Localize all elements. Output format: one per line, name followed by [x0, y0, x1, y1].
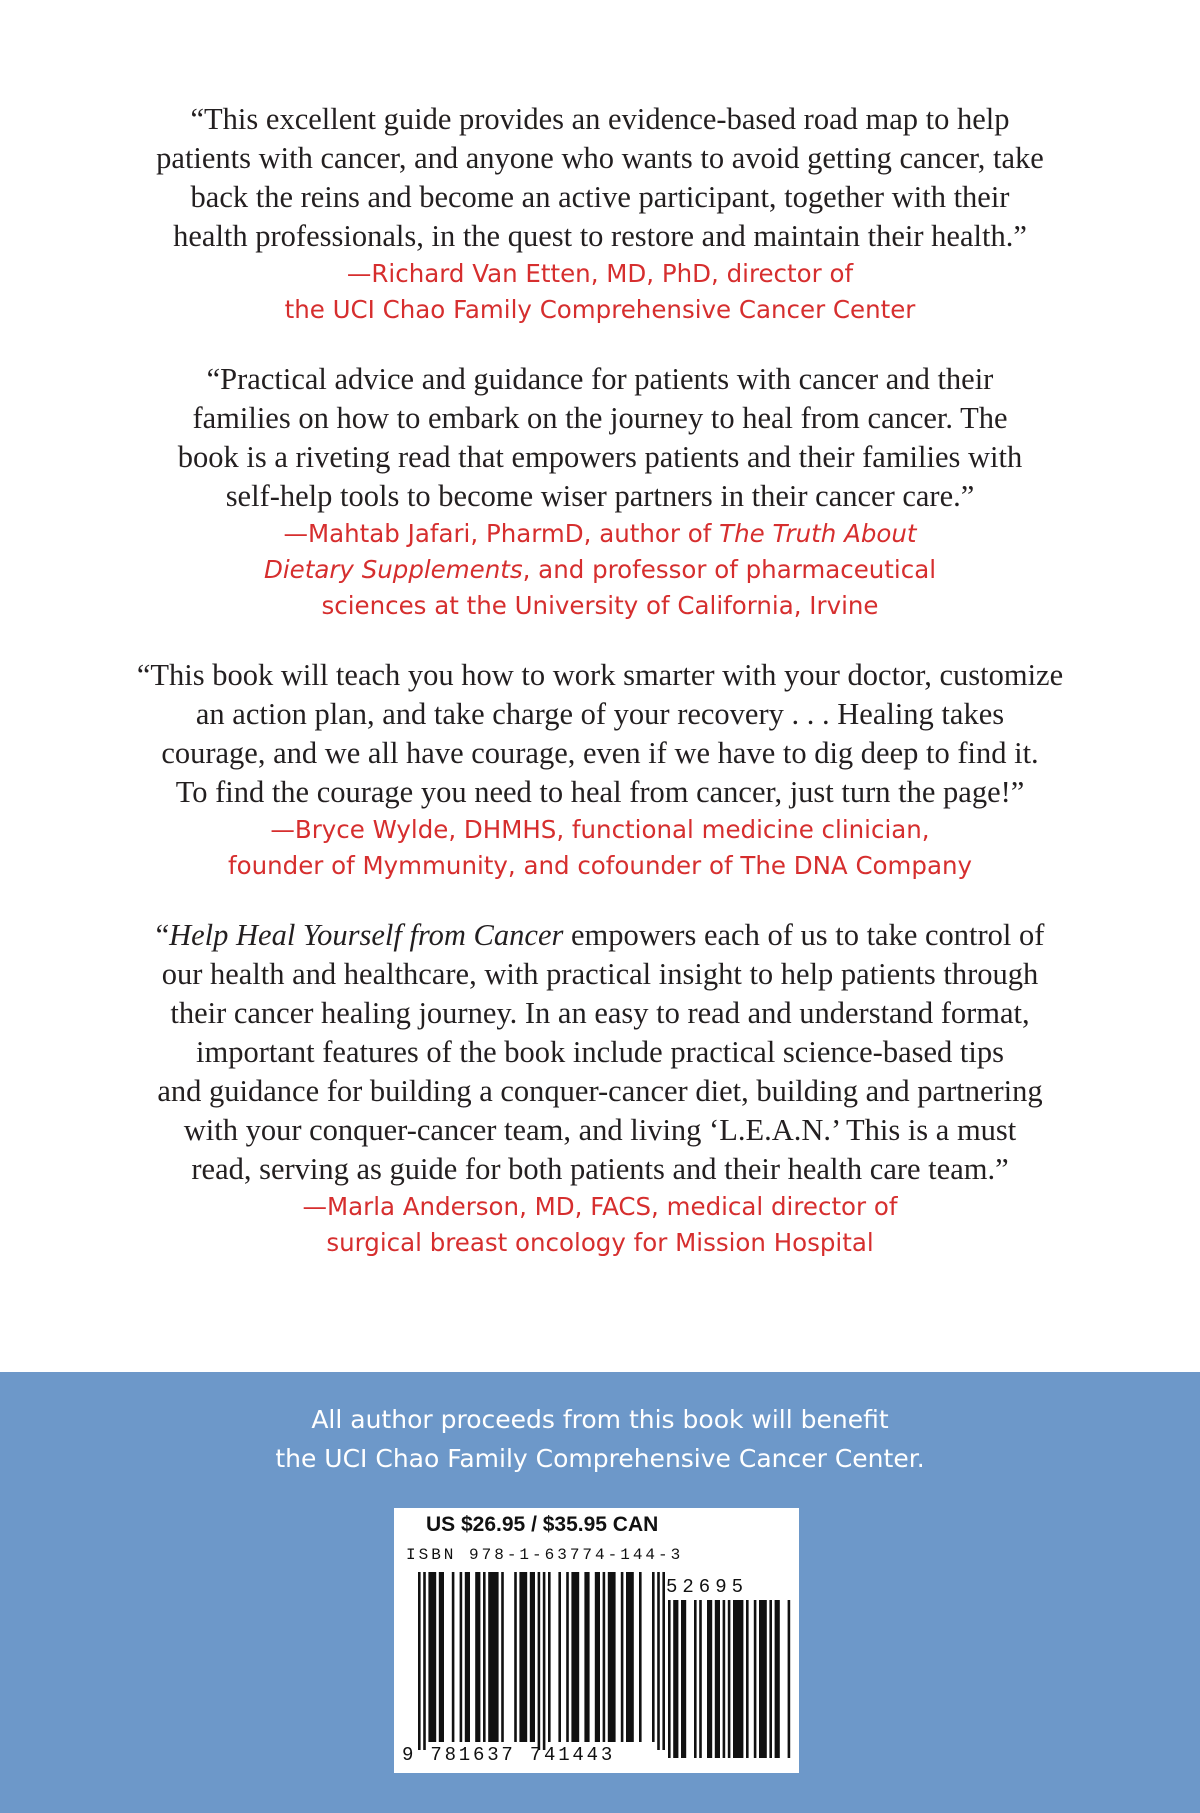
quote-line: with your conquer-cancer team, and living ‘L.E.A.N.’ This is a must — [183, 1113, 1017, 1147]
barcode-bar — [621, 1572, 624, 1742]
attribution-line: the UCI Chao Family Comprehensive Cancer Center — [284, 295, 916, 324]
barcode-bar — [475, 1572, 480, 1742]
quote-line: read, serving as guide for both patients and their health care team.” — [191, 1152, 1009, 1186]
barcode-bar — [514, 1572, 517, 1742]
quote-line: book is a riveting read that empowers patients and their families with — [177, 440, 1023, 474]
quote-line: self-help tools to become wiser partners in their cancer care.” — [225, 479, 975, 513]
price-text: US $26.95 / $35.95 CAN — [426, 1513, 659, 1536]
quote-line: To find the courage you need to heal from cancer, just turn the page!” — [175, 775, 1025, 809]
barcode-bar — [657, 1572, 660, 1750]
barcode-bar — [733, 1600, 743, 1758]
barcode-bar — [548, 1572, 551, 1742]
barcode-bar — [707, 1600, 712, 1758]
barcode-bar — [488, 1572, 498, 1742]
barcode-bar — [439, 1572, 444, 1742]
attribution-text: , and professor of pharmaceutical — [522, 555, 937, 584]
quote-line: back the reins and become an active participant, together with their — [190, 180, 1010, 214]
barcode-bar — [538, 1572, 541, 1750]
barcode-bar — [571, 1572, 579, 1742]
endorsement-3 — [0, 656, 1200, 884]
barcode-bar — [681, 1600, 686, 1758]
barcode-bar — [662, 1572, 665, 1750]
book-title: The Truth About — [719, 519, 917, 548]
quote-line: patients with cancer, and anyone who wants to avoid getting cancer, take — [156, 141, 1044, 175]
barcode-bar — [483, 1572, 486, 1742]
barcode-bar — [423, 1572, 426, 1750]
barcode-bar — [428, 1572, 436, 1742]
barcode-bar — [775, 1600, 780, 1758]
book-title: Help Heal Yourself from Cancer — [169, 918, 564, 952]
quote-line: an action plan, and take charge of your recovery . . . Healing takes — [195, 697, 1005, 731]
barcode-bar — [452, 1572, 455, 1742]
barcode-bar — [673, 1600, 678, 1758]
quote-text: empowers each of us to take control of — [563, 918, 1045, 952]
attribution-line: —Richard Van Etten, MD, PhD, director of — [346, 259, 854, 288]
endorsement-2 — [0, 360, 1200, 624]
quote-line: our health and healthcare, with practical insight to help patients through — [161, 957, 1039, 991]
barcode-bar — [460, 1572, 463, 1742]
barcode-bar — [788, 1600, 791, 1758]
barcode-bar — [652, 1572, 655, 1742]
barcode-bar — [626, 1572, 634, 1742]
barcode-bar — [769, 1600, 772, 1758]
barcode-bar — [566, 1572, 569, 1742]
barcode-bar — [603, 1572, 606, 1742]
attribution-line — [0, 552, 1200, 588]
barcode-bar — [608, 1572, 616, 1742]
attribution-line — [0, 516, 1200, 552]
quote-line — [0, 916, 1200, 955]
barcode-bar — [715, 1600, 720, 1758]
proceeds-line: All author proceeds from this book will benefit — [311, 1405, 889, 1434]
attribution-line: —Marla Anderson, MD, FACS, medical director of — [302, 1192, 898, 1221]
quote-line: important features of the book include practical science-based tips — [196, 1035, 1004, 1069]
quote-line: and guidance for building a conquer-cancer diet, building and partnering — [157, 1074, 1043, 1108]
endorsement-1 — [0, 100, 1200, 328]
barcode-bar — [728, 1600, 731, 1758]
quote-line: health professionals, in the quest to restore and maintain their health.” — [173, 219, 1027, 253]
proceeds-line: the UCI Chao Family Comprehensive Cancer Center. — [275, 1444, 925, 1473]
endorsement-4 — [0, 916, 1200, 1261]
quote-line: “This book will teach you how to work smarter with your doctor, customize — [136, 658, 1064, 692]
quote-line: courage, and we all have courage, even if we have to dig deep to find it. — [161, 736, 1039, 770]
quote-line: “Practical advice and guidance for patients with cancer and their — [206, 362, 994, 396]
barcode-icon — [394, 1508, 799, 1773]
barcode-bar — [694, 1600, 697, 1758]
book-title: Dietary Supplements — [263, 555, 523, 584]
barcode-bar — [465, 1572, 470, 1742]
endorsements — [0, 100, 1200, 1261]
barcode-bar — [759, 1600, 767, 1758]
barcode-bar — [584, 1572, 589, 1742]
barcode-bar — [668, 1600, 671, 1758]
attribution-line: founder of Mymmunity, and cofounder of The DNA Company — [227, 851, 973, 880]
barcode-bar — [699, 1600, 702, 1758]
barcode-bar — [530, 1572, 535, 1742]
isbn-text: ISBN 978-1-63774-144-3 — [406, 1546, 684, 1564]
barcode-bar — [639, 1572, 642, 1742]
barcode-bar — [558, 1572, 561, 1742]
attribution-line: sciences at the University of California, Irvine — [321, 591, 879, 620]
barcode-bar — [754, 1600, 757, 1758]
barcode-bar — [543, 1572, 546, 1750]
quote-line: their cancer healing journey. In an easy to read and understand format, — [170, 996, 1030, 1030]
barcode-label — [394, 1508, 799, 1773]
barcode-bar — [501, 1572, 504, 1742]
proceeds-note — [0, 1400, 1200, 1478]
ean-digits: 9 781637 741443 — [402, 1744, 616, 1766]
quote-text: “ — [155, 918, 170, 952]
price-addon-digits: 52695 — [666, 1576, 749, 1598]
attribution-text: —Mahtab Jafari, PharmD, author of — [283, 519, 720, 548]
barcode-bar — [519, 1572, 527, 1742]
barcode-bar — [746, 1600, 749, 1758]
barcode-bar — [723, 1600, 726, 1758]
quote-line: “This excellent guide provides an evidence-based road map to help — [190, 102, 1010, 136]
barcode-bar — [418, 1572, 421, 1750]
barcode-bar — [595, 1572, 600, 1742]
quote-line: families on how to embark on the journey to heal from cancer. The — [192, 401, 1008, 435]
attribution-line: surgical breast oncology for Mission Hospital — [326, 1228, 874, 1257]
attribution-line: —Bryce Wylde, DHMHS, functional medicine clinician, — [270, 815, 930, 844]
